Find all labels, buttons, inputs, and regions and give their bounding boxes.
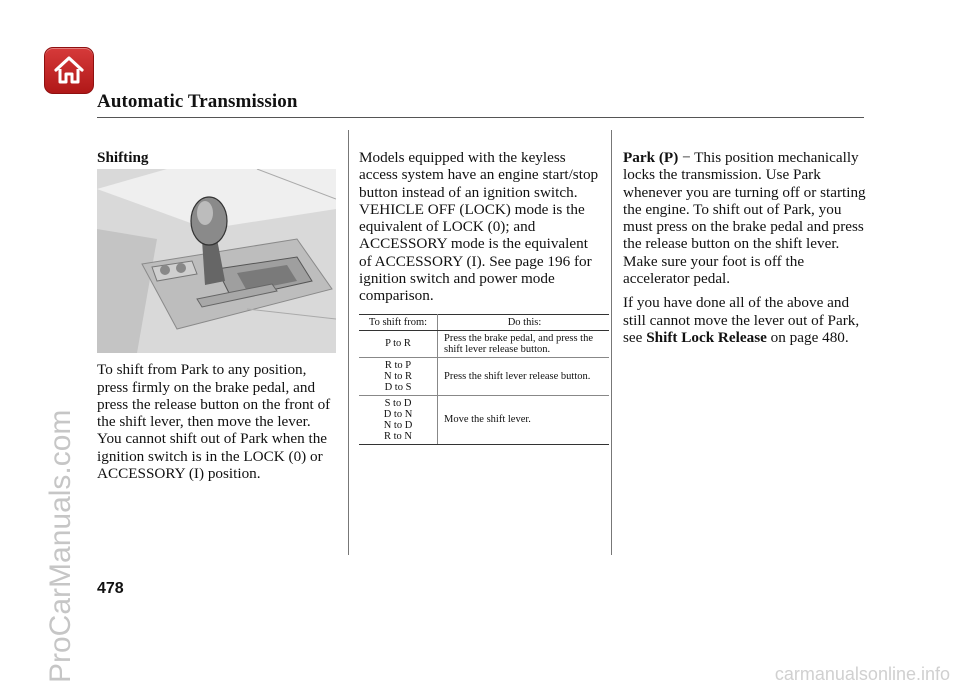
shifting-body-text: To shift from Park to any position, press firmly on the brake pedal, and press the release button on the front of the shift lever, then move the lever. You cannot shift out of Park when the ignition switch is in the LOCK (0) or ACCESSORY (I) position. — [97, 361, 331, 483]
table-cell-action: Press the shift lever release button. — [438, 357, 610, 395]
park-label: Park (P) — [623, 149, 679, 166]
table-cell-from — [359, 330, 438, 357]
shift-code: N to D — [383, 419, 413, 431]
shift-lock-text: If you have done all of the above and still cannot move the lever out of Park, see — [623, 294, 860, 346]
section-heading: Shifting — [97, 149, 149, 166]
watermark-procarmanuals: ProCarManuals.com — [44, 409, 77, 683]
table-cell-action: Press the brake pedal, and press the shift lever release button. — [438, 330, 610, 357]
park-paragraph — [623, 149, 867, 287]
table-row — [359, 330, 609, 357]
keyless-access-note: Models equipped with the keyless access system have an engine start/stop button instead of an ignition switch. VEHICLE OFF (LOCK) mode is the equivalent of LOCK (0); and ACCESSORY mode is the equivalent of ACCESSORY (I). See page 196 for ignition switch and power mode comparison. — [359, 149, 599, 305]
title-divider — [97, 117, 864, 118]
table-header-row — [359, 314, 609, 330]
shift-lock-paragraph — [623, 294, 867, 346]
column-divider-1 — [348, 130, 349, 555]
page-title: Automatic Transmission — [97, 91, 298, 112]
watermark-carmanualsonline: carmanualsonline.info — [774, 664, 950, 684]
park-dash: − — [682, 149, 691, 166]
shift-code: R to P — [384, 359, 412, 371]
column-3 — [623, 149, 867, 353]
home-button[interactable] — [44, 47, 94, 94]
page-number: 478 — [97, 580, 124, 597]
home-icon — [53, 55, 85, 85]
table-cell-from — [359, 395, 438, 444]
shift-table — [359, 314, 609, 445]
shift-lock-release-link[interactable]: Shift Lock Release — [646, 328, 767, 346]
table-row — [359, 357, 609, 395]
column-divider-2 — [611, 130, 612, 555]
column-2 — [359, 149, 604, 445]
shift-code: R to N — [383, 430, 412, 442]
table-row — [359, 395, 609, 444]
table-cell-action: Move the shift lever. — [438, 395, 610, 444]
shift-lever-photo — [97, 169, 336, 353]
shift-code: P to R — [385, 338, 411, 350]
column-1 — [97, 149, 337, 489]
table-header-action: Do this: — [438, 314, 610, 330]
table-cell-from — [359, 357, 438, 395]
shift-code: D to S — [384, 381, 412, 393]
shift-lock-page-ref: on page 480. — [770, 328, 849, 346]
park-description: This position mechanically locks the transmission. Use Park whenever you are turning off or starting the engine. To shift out of Park, you must press on the brake pedal and press the release button on the shift lever. Make sure your foot is off the accelerator pedal. — [623, 149, 866, 288]
shift-code: S to D — [384, 397, 412, 409]
shift-code: D to N — [383, 408, 413, 420]
table-header-from: To shift from: — [359, 314, 438, 330]
shift-code: N to R — [383, 370, 412, 382]
